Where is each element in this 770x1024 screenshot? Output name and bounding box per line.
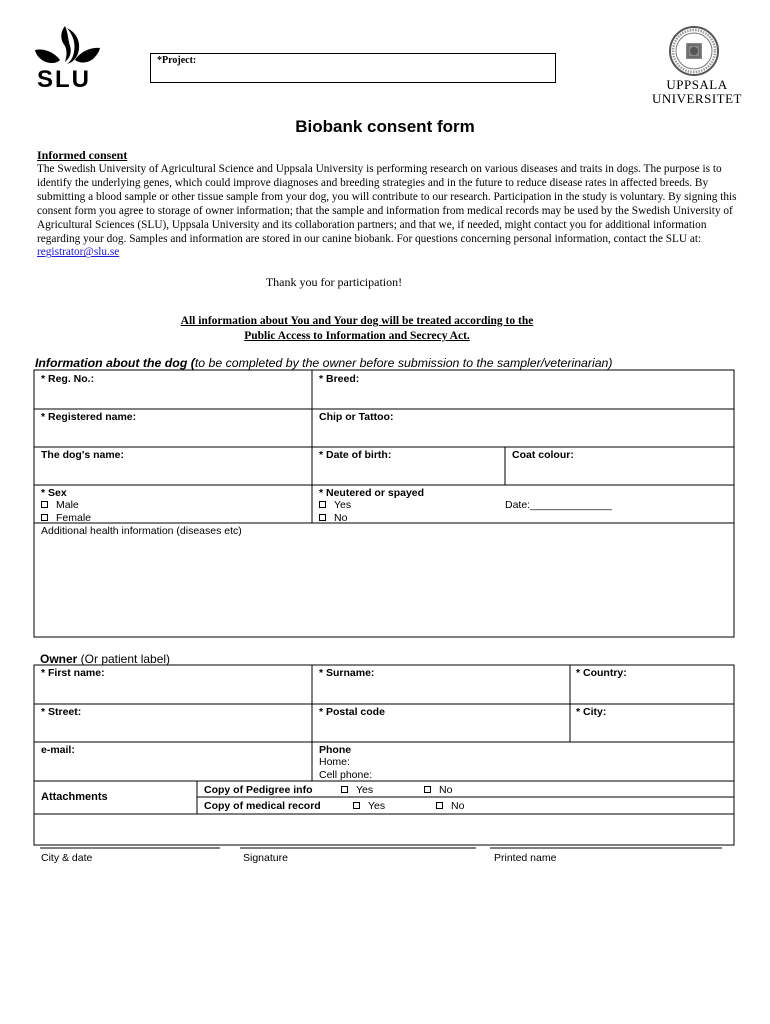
surname-field[interactable]: * Surname: xyxy=(319,667,375,679)
sex-male-option[interactable] xyxy=(41,499,79,512)
attachments-label: Attachments xyxy=(41,791,108,803)
pedigree-label: Copy of Pedigree info xyxy=(204,784,313,796)
checkbox-icon[interactable] xyxy=(41,514,48,521)
city-date-field[interactable]: City & date xyxy=(41,852,93,864)
checkbox-icon[interactable] xyxy=(424,786,431,793)
privacy-notice-line1: All information about You and Your dog will be treated according to the xyxy=(180,315,534,327)
checkbox-icon[interactable] xyxy=(436,802,443,809)
neutered-no-option[interactable] xyxy=(319,512,347,525)
privacy-notice-line2: Public Access to Information and Secrecy Act. xyxy=(244,329,470,342)
dog-section-heading-bold: Information about the dog ( xyxy=(35,356,195,370)
sex-label: * Sex xyxy=(41,487,67,499)
postal-code-field[interactable]: * Postal code xyxy=(319,706,385,718)
consent-text: The Swedish University of Agricultural Science and Uppsala University is performing research on various diseases and traits in dogs. The purpose is to identify the underlying genes, which could improve diagnoses and breeding strategies and in the future to reduce disease rates in affected breeds. By submitting a blood sample or other tissue sample from your dog, you will contribute to our research. Participation in the study is voluntary. By signing this consent form you agree to storage of owner information; that the sample and information from medical records may be used by the Swedish University of Agricultural Sciences (SLU), Uppsala University and its collaboration partners; and that we, if needed, might contact you for additional information regarding your dog. Samples and information are stored in our canine biobank. For questions concerning personal information, contact the SLU at: xyxy=(37,163,737,245)
registered-name-field[interactable]: * Registered name: xyxy=(41,411,137,423)
sex-male-label: Male xyxy=(56,499,79,511)
neutered-no-label: No xyxy=(334,512,348,524)
consent-heading: Informed consent xyxy=(37,148,128,162)
slu-logo-text: SLU xyxy=(37,66,91,93)
medical-yes-label: Yes xyxy=(368,800,386,812)
medical-no-option[interactable] xyxy=(436,800,464,813)
project-label: *Project: xyxy=(157,55,197,66)
sex-female-option[interactable] xyxy=(41,512,91,525)
checkbox-icon[interactable] xyxy=(319,514,326,521)
date-of-birth-field[interactable]: * Date of birth: xyxy=(319,449,392,461)
printed-name-field[interactable]: Printed name xyxy=(494,852,557,864)
street-field[interactable]: * Street: xyxy=(41,706,82,718)
dog-section-heading-rest: to be completed by the owner before submission to the sampler/veterinarian) xyxy=(194,356,613,370)
checkbox-icon[interactable] xyxy=(341,786,348,793)
neutered-label: * Neutered or spayed xyxy=(319,487,425,499)
coat-colour-field[interactable]: Coat colour: xyxy=(512,449,574,461)
consent-email-link[interactable]: registrator@slu.se xyxy=(37,246,120,259)
city-field[interactable]: * City: xyxy=(576,706,607,718)
phone-home-field[interactable]: Home: xyxy=(319,756,350,768)
phone-cell-field[interactable]: Cell phone: xyxy=(319,769,373,781)
reg-no-field[interactable]: * Reg. No.: xyxy=(41,373,95,385)
country-field[interactable]: * Country: xyxy=(576,667,627,679)
owner-section-heading xyxy=(40,652,170,666)
pedigree-yes-option[interactable] xyxy=(341,784,373,797)
pedigree-yes-label: Yes xyxy=(356,784,374,796)
medical-yes-option[interactable] xyxy=(353,800,385,813)
sex-female-label: Female xyxy=(56,512,92,524)
pedigree-no-label: No xyxy=(439,784,453,796)
dogs-name-field[interactable]: The dog's name: xyxy=(41,449,125,461)
medical-record-label: Copy of medical record xyxy=(204,800,321,812)
owner-heading-bold: Owner xyxy=(40,652,78,666)
uppsala-name-line1: UPPSALA xyxy=(666,77,728,92)
pedigree-no-option[interactable] xyxy=(424,784,452,797)
checkbox-icon[interactable] xyxy=(319,501,326,508)
medical-no-label: No xyxy=(451,800,465,812)
owner-heading-rest: (Or patient label) xyxy=(77,652,171,666)
chip-tattoo-field[interactable]: Chip or Tattoo: xyxy=(319,411,394,423)
signature-field[interactable]: Signature xyxy=(243,852,288,864)
breed-field[interactable]: * Breed: xyxy=(319,373,360,385)
neutered-yes-option[interactable] xyxy=(319,499,351,512)
neutered-yes-label: Yes xyxy=(334,499,352,511)
health-info-field[interactable]: Additional health information (diseases etc) xyxy=(41,525,242,537)
first-name-field[interactable]: * First name: xyxy=(41,667,105,679)
checkbox-icon[interactable] xyxy=(353,802,360,809)
neutered-date-field[interactable]: Date:______________ xyxy=(505,499,612,511)
checkbox-icon[interactable] xyxy=(41,501,48,508)
page-title: Biobank consent form xyxy=(295,117,475,136)
uppsala-name-line2: UNIVERSITET xyxy=(652,91,742,106)
phone-label: Phone xyxy=(319,744,352,756)
email-field[interactable]: e-mail: xyxy=(41,744,75,756)
consent-thanks: Thank you for participation! xyxy=(265,275,403,289)
